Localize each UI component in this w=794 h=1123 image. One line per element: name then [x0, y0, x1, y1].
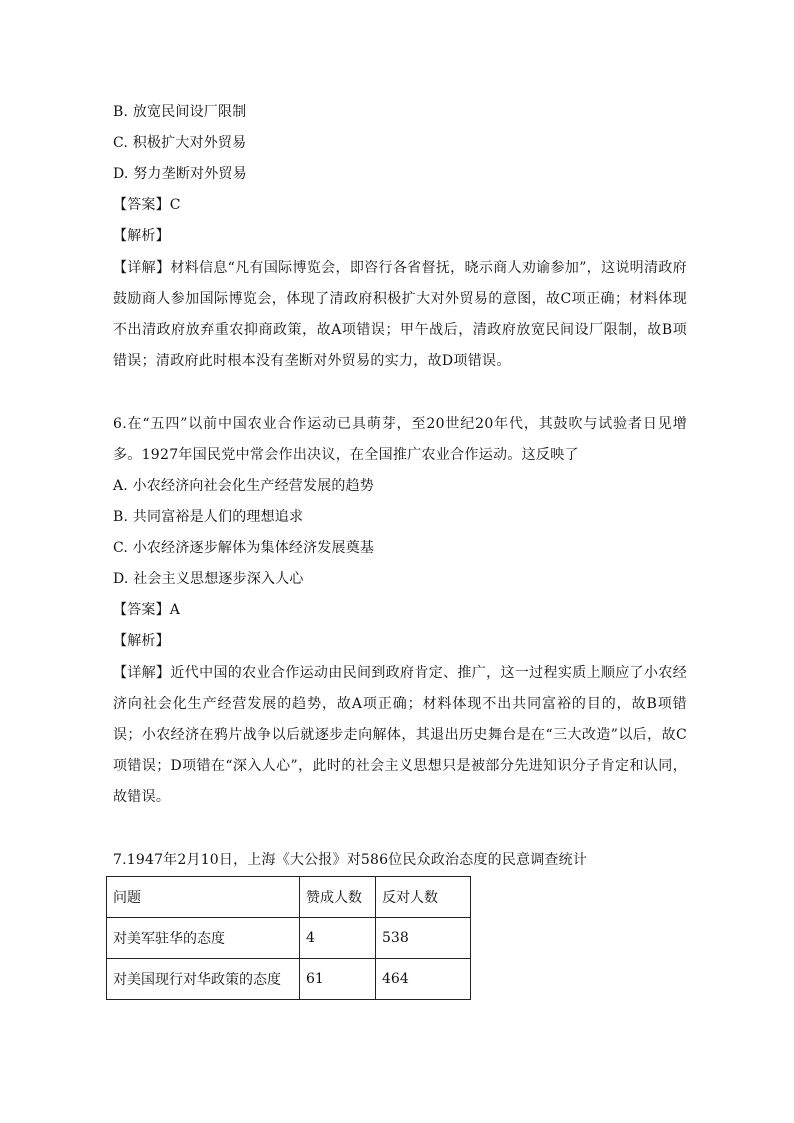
q6-option-a: A. 小农经济向社会化生产经营发展的趋势: [113, 478, 375, 494]
table-header-row: [107, 877, 471, 918]
table-cell: 4: [300, 918, 376, 959]
q7-stem: 7.1947年2月10日，上海《大公报》对586位民众政治态度的民意调查统计: [113, 852, 588, 868]
table-cell: 464: [376, 959, 471, 1000]
q6-option-d: D. 社会主义思想逐步深入人心: [113, 571, 304, 587]
table-cell: 538: [376, 918, 471, 959]
table-row: [107, 959, 471, 1000]
q5-option-c: C. 积极扩大对外贸易: [113, 135, 247, 151]
survey-table: [106, 876, 471, 1000]
q5-option-b: B. 放宽民间设厂限制: [113, 104, 247, 120]
q5-option-d: D. 努力垄断对外贸易: [113, 166, 247, 182]
q5-answer: 【答案】C: [113, 197, 181, 213]
table-header-cell: 问题: [107, 877, 300, 918]
table-row: [107, 918, 471, 959]
table-cell: 对美军驻华的态度: [107, 918, 300, 959]
q6-analysis-label: 【解析】: [113, 633, 170, 649]
q6-option-b: B. 共同富裕是人们的理想追求: [113, 509, 304, 525]
q6-detail: 【详解】近代中国的农业合作运动由民间到政府肯定、推广，这一过程实质上顺应了小农经济向社会化生产经营发展的趋势，故A项正确；材料体现不出共同富裕的目的，故B项错误；小农经济在鸦片战争以后就逐步走向解体，其退出历史舞台是在“三大改造”以后，故C项错误；D项错在“深入人心”，此时的社会主义思想只是被部分先进知识分子肯定和认同，故错误。: [113, 665, 687, 805]
q6-option-c: C. 小农经济逐步解体为集体经济发展奠基: [113, 540, 375, 556]
table-header-cell: 反对人数: [376, 877, 471, 918]
table-cell: 61: [300, 959, 376, 1000]
q5-detail: 【详解】材料信息“凡有国际博览会，即咨行各省督抚，晓示商人劝谕参加”，这说明清政府鼓励商人参加国际博览会，体现了清政府积极扩大对外贸易的意图，故C项正确；材料体现不出清政府放弃重农抑商政策，故A项错误；甲午战后，清政府放宽民间设厂限制，故B项错误；清政府此时根本没有垄断对外贸易的实力，故D项错误。: [113, 260, 687, 369]
table-cell: 对美国现行对华政策的态度: [107, 959, 300, 1000]
q5-analysis-label: 【解析】: [113, 228, 170, 244]
q6-answer: 【答案】A: [113, 602, 181, 618]
table-header-cell: 赞成人数: [300, 877, 376, 918]
q6-stem: 6.在“五四”以前中国农业合作运动已具萌芽，至20世纪20年代，其鼓吹与试验者日见增多。1927年国民党中常会作出决议，在全国推广农业合作运动。这反映了: [113, 416, 687, 463]
